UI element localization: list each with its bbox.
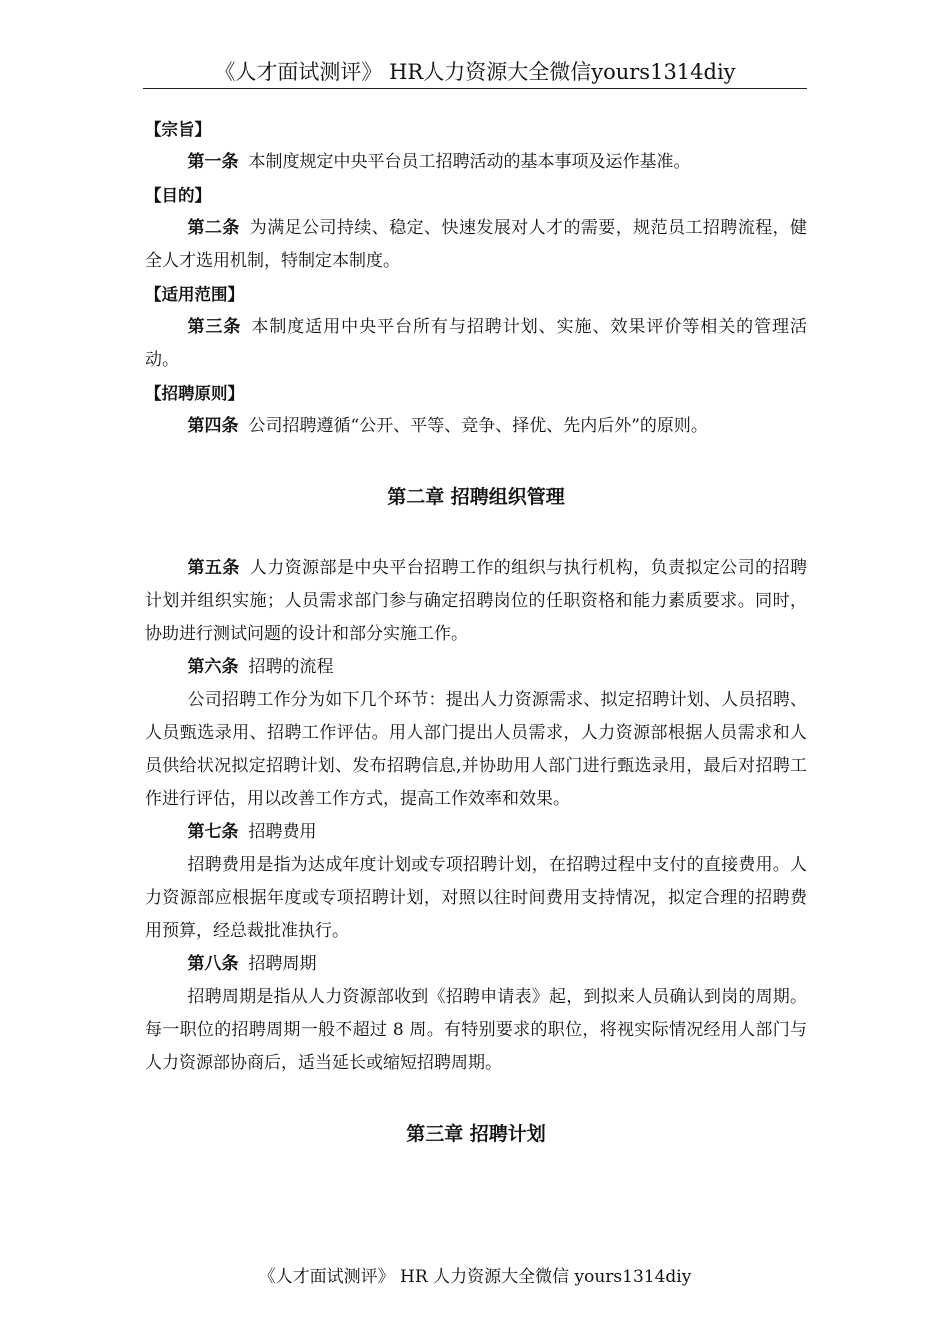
article-7	[145, 816, 807, 849]
article-label: 第六条	[187, 657, 239, 677]
chapter-2-title: 第二章 招聘组织管理	[387, 486, 565, 508]
article-text: 人力资源部是中央平台招聘工作的组织与执行机构，负责拟定公司的招聘计划并组织实施；人员需求部门参与确定招聘岗位的任职资格和能力素质要求。同时，协助进行测试问题的设计和部分实施工作。	[145, 558, 808, 644]
page-header: 《人才面试测评》 HR人力资源大全微信yours1314diy	[143, 56, 807, 89]
chapter-3-title: 第三章 招聘计划	[406, 1123, 546, 1145]
page-footer: 《人才面试测评》 HR 人力资源大全微信 yours1314diy	[258, 1267, 692, 1287]
article-text: 招聘费用	[248, 822, 317, 842]
article-label: 第一条	[187, 152, 239, 172]
article-6-body: 公司招聘工作分为如下几个环节：提出人力资源需求、拟定招聘计划、人员招聘、人员甄选录用、招聘工作评估。用人部门提出人员需求，人力资源部根据人员需求和人员供给状况拟定招聘计划、发布招聘信息,并协助用人部门进行甄选录用，最后对招聘工作进行评估，用以改善工作方式，提高工作效率和效果。	[145, 690, 807, 809]
article-text: 招聘周期	[248, 954, 317, 974]
article-text: 公司招聘遵循“公开、平等、竞争、择优、先内后外”的原则。	[248, 416, 708, 436]
article-5	[145, 552, 807, 651]
section-heading-goal: 【目的】	[145, 186, 211, 205]
article-label: 第三条	[187, 317, 242, 337]
document-body	[145, 113, 807, 1151]
article-6	[145, 651, 807, 684]
article-label: 第二条	[187, 218, 240, 238]
article-text: 本制度规定中央平台员工招聘活动的基本事项及运作基准。	[248, 152, 691, 172]
article-7-body: 招聘费用是指为达成年度计划或专项招聘计划，在招聘过程中支付的直接费用。人力资源部应根据年度或专项招聘计划，对照以往时间费用支持情况，拟定合理的招聘费用预算，经总裁批准执行。	[145, 855, 807, 941]
section-heading-scope: 【适用范围】	[145, 285, 244, 304]
article-text: 为满足公司持续、稳定、快速发展对人才的需要，规范员工招聘流程，健全人才选用机制，特制定本制度。	[145, 218, 808, 271]
article-text: 本制度适用中央平台所有与招聘计划、实施、效果评价等相关的管理活动。	[145, 317, 808, 370]
article-1	[145, 146, 807, 179]
article-2	[145, 212, 807, 278]
article-label: 第五条	[187, 558, 240, 578]
section-heading-purpose: 【宗旨】	[145, 120, 211, 139]
section-heading-principle: 【招聘原则】	[145, 384, 244, 403]
article-label: 第八条	[187, 954, 239, 974]
article-label: 第四条	[187, 416, 239, 436]
article-text: 招聘的流程	[248, 657, 334, 677]
article-label: 第七条	[187, 822, 239, 842]
article-8-body: 招聘周期是指从人力资源部收到《招聘申请表》起，到拟来人员确认到岗的周期。每一职位的招聘周期一般不超过 8 周。有特别要求的职位，将视实际情况经用人部门与人力资源部协商后，适当延长或缩短招聘周期。	[145, 987, 807, 1073]
article-8	[145, 948, 807, 981]
article-3	[145, 311, 807, 377]
article-4	[145, 410, 807, 443]
